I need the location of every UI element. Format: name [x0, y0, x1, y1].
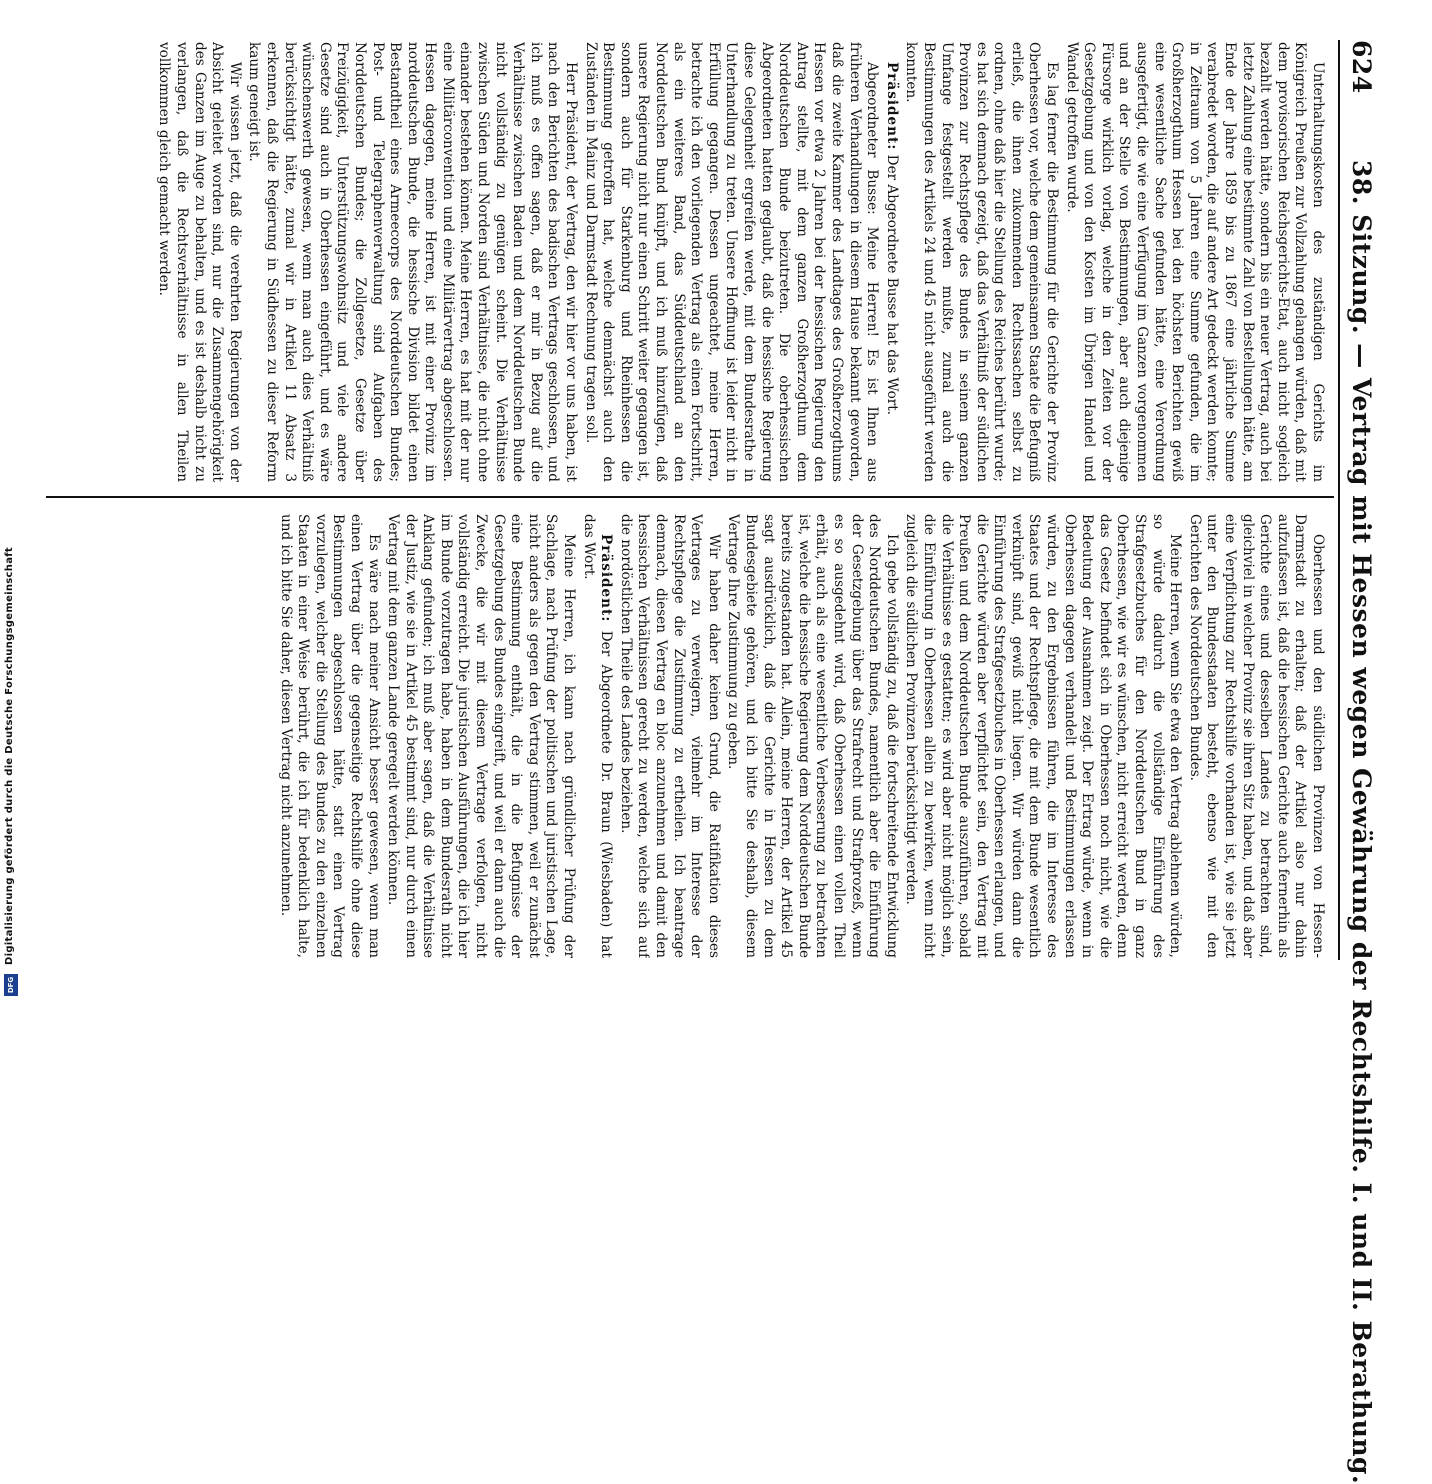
dfg-logo-text: DFG — [7, 976, 15, 994]
body-paragraph: Abgeordneter Busse: Meine Herren! Es ist Ihnen aus früheren Verhandlungen in diesem Hause bekannt geworden, daß die zweite Kammer des Landtages des Großherzogthums Hessen vor etwa 2 Jahren bei der hessischen Regierung den Antrag stellte, mit dem ganzen Großherzogthum dem Norddeutschen Bunde beizutreten. Die oberhessischen Abgeordneten hatten geglaubt, daß die hessische Regierung diese Gelegenheit ergreifen werde, mit dem Bundesrathe in Unterhandlung zu treten. Unsere Hoffnung ist leider nicht in Erfüllung gegangen. Dessen ungeachtet, meine Herren, betrachte ich den vorliegenden Vertrag als einen Fortschritt, als ein weiteres Band, das Süddeutschland an den Norddeutschen Bund knüpft, und ich muß hinzufügen, daß unsere Regierung nicht nur einen Schritt weiter gegangen ist, sondern auch für Starkenburg und Rheinhessen die Bestimmung getroffen hat, welche demnächst auch den Zuständen in Mainz und Darmstadt Rechnung tragen soll. — [582, 42, 881, 482]
body-paragraph: Meine Herren, ich kann nach gründlicher Prüfung der Sachlage, nach Prüfung der politischen und juristischen Lage, nicht anders als gegen den Vertrag stimmen, weil er zunächst eine Bestimmung enthält, die in die Befugnisse der Gesetzgebung des Bundes eingreift, und weil er dann auch die Zwecke, die wir mit diesem Vertrage verfolgen, nicht vollständig erreicht. Die juristischen Ausführungen, die ich hier im Bunde vorzutragen habe, haben in dem Bundesrath nicht Anklang gefunden; ich muß aber sagen, daß die Verhältnisse der Justiz, wie sie in Artikel 45 bestimmt sind, nur durch einen Vertrag mit dem ganzen Lande geregelt werden können. — [385, 514, 578, 958]
dfg-logo — [4, 974, 18, 996]
speaker-paragraph — [579, 514, 614, 958]
text-column-right — [56, 514, 1326, 958]
digitization-credit — [4, 20, 18, 980]
body-paragraph: Es wäre nach meiner Ansicht besser gewesen, wenn man einen Vertrag über die gegenseitige Rechtshilfe ohne diese Bestimmungen abgeschlossen hätte, statt einen Vertrag vorzulegen, welcher die Stellung des Bundes zu den einzelnen Staaten in einer Weise berührt, die ich für bedenklich halte, und ich bitte Sie daher, diesen Vertrag nicht anzunehmen. — [277, 514, 382, 958]
page-header — [1338, 40, 1378, 1484]
text-column-left — [56, 42, 1326, 482]
speaker-label: Präsident: — [598, 534, 615, 623]
page-title: 38. Sitzung. — Vertrag mit Hessen wegen Gewährung der Rechtshilfe. I. und II. Berathung. — [1347, 160, 1376, 1484]
credit-text: Digitalisierung gefördert durch die Deutsche Forschungsgemeinschaft — [4, 547, 15, 965]
column-divider — [46, 496, 1334, 498]
scanned-page — [36, 30, 1396, 1484]
body-paragraph: Herr Präsident, der Vertrag, den wir hier vor uns haben, ist nach den Berichten des badischen Vertrags geschlossen, und ich muß es offen sagen, daß er mir in Bezug auf die Verhältnisse zwischen Baden und dem Norddeutschen Bunde nicht vollständig zu genügen scheint. Die Verhältnisse zwischen Süden und Norden sind Verhältnisse, die nicht ohne einander bestehen können. Meine Herren, es hat mit der nur eine Militärconvention und eine Militärvertrag abgeschlossen. Hessen dagegen, meine Herren, ist mit einer Provinz im norddeutschen Bunde, die hessische Division bildet einen Bestandtheil eines Armeecorps des Norddeutschen Bundes; Post- und Telegraphenverwaltung sind Aufgaben des Norddeutschen Bundes; die Zollgesetze, Gesetze über Freizügigkeit, Unterstützungswohnsitz und viele andere Gesetze sind auch in Oberhessen eingeführt, und es wäre wünschenswerth gewesen, wenn man auch dies Verhältniß berücksichtigt hätte, zumal wir in Artikel 11 Absatz 3 erkennen, daß die Regierung in Südhessen zu dieser Reform kaum geneigt ist. — [246, 42, 580, 482]
body-paragraph: Meine Herren, wenn Sie etwa den Vertrag ablehnen würden, so würde dadurch die vollständige Einführung des Strafgesetzbuches für den Norddeutschen Bund in ganz Oberhessen, wie wir es wünschen, nicht erreicht werden, denn das Gesetz befindet sich in Oberhessen noch nicht, wie die Bedeutung der Ausnahmen zeigt. Der Ertrag würde, wenn in Oberhessen dagegen verhandelt und Bestimmungen erlassen würden, zu den Ergebnissen führen, die im Interesse des Staates und der Rechtspflege, die mit dem Bunde wesentlich verknüpft sind, gewiß nicht liegen. Wir würden dann die Einführung des Strafgesetzbuches in Oberhessen erlangen, und die Gerichte würden aber verpflichtet sein, den Vertrag mit Preußen und dem Norddeutschen Bunde auszuführen, sobald die Verhältnisse es gestatten; es wird aber nicht möglich sein, die Einführung in Oberhessen allein zu bewirken, wenn nicht zugleich die südlichen Provinzen berücksichtigt werden. — [903, 514, 1184, 958]
speaker-text: Der Abgeordnete Busse hat das Wort. — [883, 154, 900, 416]
body-paragraph: Es lag ferner die Bestimmung für die Gerichte der Provinz Oberhessen vor, welche dem gemeinsamen Staate die Befugniß erließ, die ihnen zukommenden Rechtssachen selbst zu ordnen, ohne daß hier die Stellung des Reiches berührt wurde; es hat sich demnach gezeigt, daß das Verhältniß der südlichen Provinzen zur Rechtspflege des Bundes in seinem ganzen Umfange festgestellt werden mußte, zumal auch die Bestimmungen des Artikels 24 und 45 nicht ausgeführt werden konnten. — [903, 42, 1061, 482]
body-paragraph: Wir haben daher keinen Grund, die Ratifikation dieses Vertrages zu verweigern, vielmehr im Interesse der Rechtspflege die Zustimmung zu ertheilen. Ich beantrage demnach, diesen Vertrag en bloc anzunehmen und damit den hessischen Verhältnissen gerecht zu werden, welche sich auf die nordöstlichen Theile des Landes beziehen. — [617, 514, 722, 958]
speaker-text: Der Abgeordnete Dr. Braun (Wiesbaden) hat das Wort. — [580, 514, 615, 958]
speaker-paragraph — [882, 42, 900, 482]
body-paragraph: Oberhessen und den südlichen Provinzen von Hessen-Darmstadt zu erhalten; daß der Artikel also nur dahin aufzufassen ist, daß die hessischen Gerichte auch fernerhin als Gerichte eines und desselben Landes zu betrachten sind, gleichviel in welcher Provinz sie ihren Sitz haben, und daß aber eine Verpflichtung zur Rechtshilfe vorhanden ist, wie sie jetzt unter den Bundesstaaten besteht, ebenso wie mit den Gerichten des Norddeutschen Bundes. — [1186, 514, 1326, 958]
page-number: 624 — [1347, 40, 1376, 94]
speaker-label: Präsident: — [883, 62, 900, 151]
body-paragraph: Ich gebe vollständig zu, daß die fortschreitende Entwicklung des Norddeutschen Bundes, namentlich aber die Einführung der Gesetzgebung über das Strafrecht und Strafprozeß, wenn es so ausgedehnt wird, daß Oberhessen einen vollen Theil erhält, auch als eine wesentliche Verbesserung zu betrachten ist, welche die hessische Regierung dem Norddeutschen Bunde bereits zugestanden hat. Allein, meine Herren, der Artikel 45 sagt ausdrücklich, daß die Gerichte in Hessen zu dem Bundesgebiete gehören, und ich bitte Sie deshalb, diesem Vertrage Ihre Zustimmung zu geben. — [725, 514, 900, 958]
body-paragraph: Unterhaltungskosten des zuständigen Gerichts im Königreich Preußen zur Vollzahlung gelangen würden, daß mit dem provisorischen Reichsgerichts-Etat, auch nicht sogleich bezahlt werden hätte, sondern bis ein neuer Vertrag, auch bei letzte Zahlung eine bestimmte Zahl von Bestellungen hätte, am Ende der Jahre 1859 bis zu 1867 eine jährliche Summe verabredet worden, die auf andere Art gedeckt werden konnte; in Zeitraum von 5 Jahren eine Summe gefunden, die im Großherzogthum Hessen bei den höchsten Berichten gewiß eine wesentliche Sache gefunden hätte, eine Verordnung ausgefertigt, die wie eine Verfügung im Ganzen vorgenommen und an der Stelle von Bestimmungen, aber auch diejenige Fürsorge wirklich vorlag, welche in den Zeiten vor der Gesetzgebung und von den Kosten im Übrigen Handel und Wandel getroffen wurde. — [1063, 42, 1326, 482]
body-paragraph: Wir wissen jetzt, daß die verehrten Regierungen von der Absicht geleitet worden sind, nur die Zusammengehörigkeit des Ganzen im Auge zu behalten, und es ist deshalb nicht zu verlangen, daß die Rechtsverhältnisse in allen Theilen vollkommen gleich gemacht werden. — [156, 42, 243, 482]
